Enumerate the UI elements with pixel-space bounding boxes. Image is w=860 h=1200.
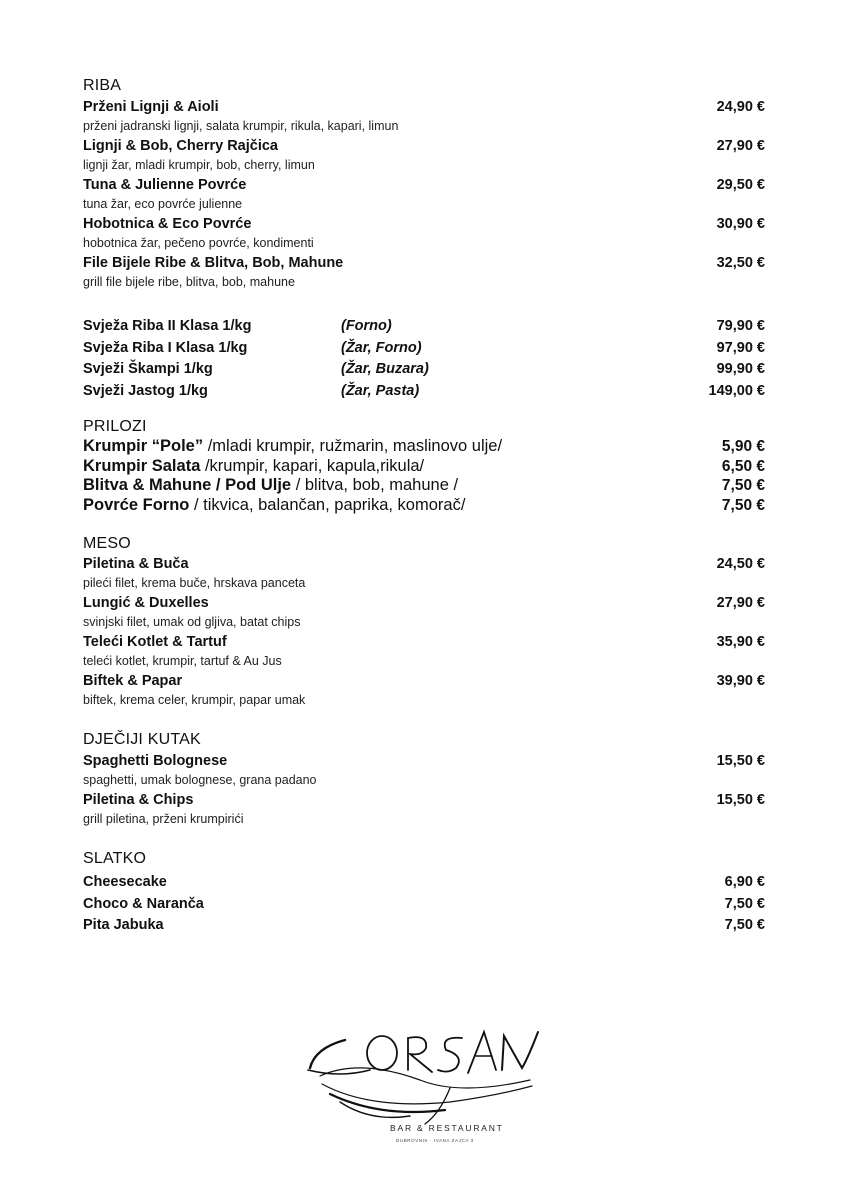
section-per-kg — [83, 317, 765, 403]
section-prilozi — [83, 417, 765, 515]
section-djeciji-kutak — [83, 730, 765, 830]
item-price: 27,90 € — [716, 595, 765, 611]
menu-item — [83, 176, 765, 215]
item-name: Piletina & Chips — [83, 792, 194, 808]
item-price: 97,90 € — [716, 339, 765, 356]
menu-item — [83, 633, 765, 672]
korsan-wordmark-logo — [300, 1018, 550, 1128]
item-price: 35,90 € — [716, 634, 765, 650]
restaurant-logo — [300, 1018, 550, 1168]
item-price: 24,90 € — [716, 99, 765, 115]
item-description: teleći kotlet, krumpir, tartuf & Au Jus — [83, 654, 282, 668]
item-description: grill piletina, prženi krumpirići — [83, 812, 244, 826]
item-price: 15,50 € — [716, 753, 765, 769]
menu-item — [83, 98, 765, 137]
per-kg-row — [83, 317, 765, 339]
item-method: (Žar, Buzara) — [341, 361, 429, 377]
item-description: spaghetti, umak bolognese, grana padano — [83, 773, 317, 787]
item-price: 5,90 € — [721, 438, 765, 455]
item-name: Svježi Jastog 1/kg — [83, 382, 208, 399]
item-name: Lignji & Bob, Cherry Rajčica — [83, 138, 278, 154]
item-name: Krumpir “Pole” — [83, 437, 204, 455]
item-name: Cheesecake — [83, 874, 167, 890]
per-kg-row — [83, 382, 765, 404]
item-name: Povrće Forno — [83, 495, 190, 514]
menu-item — [83, 672, 765, 711]
item-detail: /mladi krumpir, ružmarin, maslinovo ulje/ — [203, 437, 503, 455]
item-name: Krumpir Salata — [83, 456, 201, 475]
item-name: Prženi Lignji & Aioli — [83, 99, 219, 115]
item-description: biftek, krema celer, krumpir, papar umak — [83, 693, 306, 707]
item-method: (Forno) — [341, 318, 392, 334]
item-description: pileći filet, krema buče, hrskava panceta — [83, 576, 306, 590]
menu-item — [83, 791, 765, 830]
per-kg-row — [83, 339, 765, 361]
item-name: Hobotnica & Eco Povrće — [83, 216, 252, 232]
section-meso — [83, 534, 765, 711]
item-detail: /krumpir, kapari, kapula,rikula/ — [200, 456, 425, 475]
side-dish-row — [83, 476, 765, 496]
section-slatko — [83, 849, 765, 938]
menu-item — [83, 555, 765, 594]
item-price: 24,50 € — [716, 556, 765, 572]
menu-item — [83, 254, 765, 293]
dessert-row — [83, 916, 765, 938]
item-name: Svježa Riba II Klasa 1/kg — [83, 318, 252, 334]
item-detail: / tikvica, balančan, paprika, komorač/ — [189, 495, 466, 514]
item-name: Svježa Riba I Klasa 1/kg — [83, 339, 248, 356]
item-name: Svježi Škampi 1/kg — [83, 361, 213, 377]
item-method: (Žar, Forno) — [341, 339, 422, 356]
item-price: 30,90 € — [716, 216, 765, 232]
item-name: Biftek & Papar — [83, 673, 183, 689]
item-price: 149,00 € — [708, 382, 765, 399]
item-description: tuna žar, eco povrće julienne — [83, 197, 243, 211]
section-title: SLATKO — [83, 850, 147, 867]
item-price: 99,90 € — [716, 361, 765, 377]
item-name: Spaghetti Bolognese — [83, 753, 228, 769]
section-title: MESO — [83, 535, 131, 552]
item-description: lignji žar, mladi krumpir, bob, cherry, limun — [83, 158, 315, 172]
item-name: Teleći Kotlet & Tartuf — [83, 634, 227, 650]
menu-item — [83, 215, 765, 254]
section-title: DJEČIJI KUTAK — [83, 731, 201, 748]
item-name: Lungić & Duxelles — [83, 595, 209, 611]
per-kg-row — [83, 360, 765, 382]
item-name: Tuna & Julienne Povrće — [83, 177, 247, 193]
item-price: 7,50 € — [724, 917, 765, 933]
item-price: 7,50 € — [721, 477, 765, 494]
logo-address: DUBROVNIK · IVANA ZAJCA 3 — [396, 1138, 474, 1143]
item-detail: / blitva, bob, mahune / — [291, 476, 459, 494]
item-description: svinjski filet, umak od gljiva, batat chips — [83, 615, 301, 629]
menu-item — [83, 137, 765, 176]
item-name: Blitva & Mahune / Pod Ulje — [83, 476, 292, 494]
section-title: RIBA — [83, 77, 122, 94]
item-price: 6,90 € — [724, 874, 765, 890]
item-price: 79,90 € — [716, 318, 765, 334]
dessert-row — [83, 895, 765, 917]
item-description: prženi jadranski lignji, salata krumpir, rikula, kapari, limun — [83, 119, 399, 133]
item-name: Choco & Naranča — [83, 895, 204, 912]
item-description: hobotnica žar, pečeno povrće, kondimenti — [83, 236, 314, 250]
item-price: 7,50 € — [721, 496, 765, 514]
dessert-row — [83, 873, 765, 895]
menu-item — [83, 752, 765, 791]
item-price: 29,50 € — [716, 177, 765, 193]
item-price: 6,50 € — [721, 457, 765, 475]
logo-subtitle: BAR & RESTAURANT — [390, 1123, 504, 1133]
item-price: 7,50 € — [724, 895, 765, 912]
item-price: 39,90 € — [716, 673, 765, 689]
side-dish-row — [83, 496, 765, 516]
menu-item — [83, 594, 765, 633]
item-name: Pita Jabuka — [83, 917, 164, 933]
item-name: File Bijele Ribe & Blitva, Bob, Mahune — [83, 255, 344, 271]
item-description: grill file bijele ribe, blitva, bob, mahune — [83, 275, 295, 289]
side-dish-row — [83, 437, 765, 457]
section-riba — [83, 76, 765, 293]
item-price: 27,90 € — [716, 138, 765, 154]
section-title: PRILOZI — [83, 418, 147, 435]
item-name: Piletina & Buča — [83, 556, 189, 572]
side-dish-row — [83, 457, 765, 477]
item-price: 15,50 € — [716, 792, 765, 808]
item-method: (Žar, Pasta) — [341, 382, 420, 399]
item-price: 32,50 € — [716, 255, 765, 271]
